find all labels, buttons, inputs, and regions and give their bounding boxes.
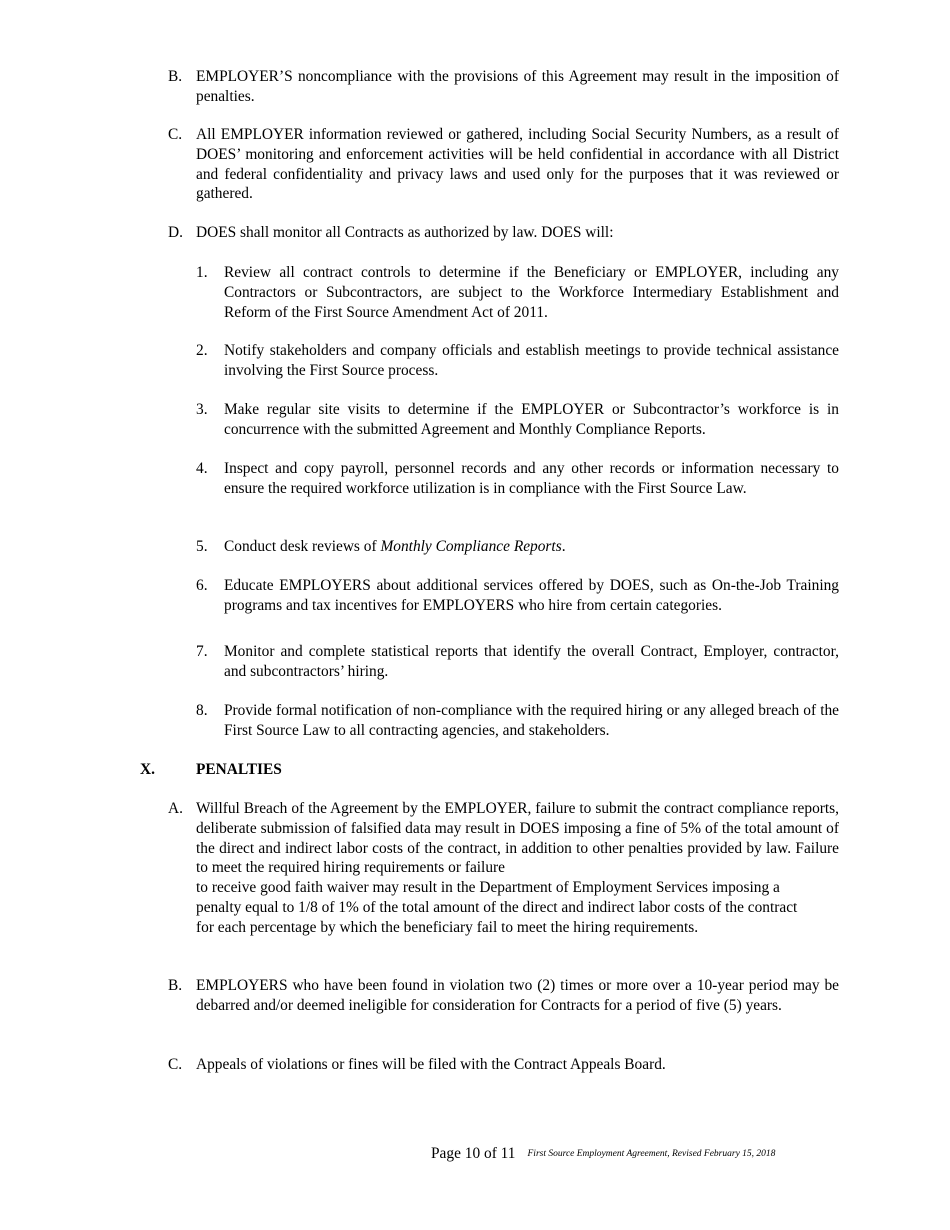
list-marker: 4. — [196, 460, 208, 477]
penalty-item-c — [168, 1055, 839, 1075]
text-run: . — [561, 538, 566, 555]
list-marker: 8. — [196, 702, 208, 719]
duty-item-5 — [196, 537, 839, 557]
list-marker: 3. — [196, 401, 208, 418]
list-marker: B. — [168, 68, 183, 85]
duty-item-4 — [196, 459, 839, 499]
list-marker: 7. — [196, 643, 208, 660]
list-marker: 1. — [196, 264, 208, 281]
list-marker: C. — [168, 1056, 183, 1073]
section-title: PENALTIES — [196, 761, 282, 778]
list-item-text: Inspect and copy payroll, personnel records and any other records or information necessary to ensure the required workforce utilization is in compliance with the First Source Law. — [224, 460, 839, 497]
list-item-text-justified: Willful Breach of the Agreement by the EMPLOYER, failure to submit the contract compliance reports, deliberate submission of falsified data may result in DOES imposing a fine of 5% of the total amount of the direct and indirect labor costs of the contract, in addition to other penalties provided by law. Failure to meet the required hiring requirements or failure — [196, 800, 839, 877]
list-item-text — [224, 537, 839, 557]
penalty-item-b — [168, 976, 839, 1016]
list-item-text: All EMPLOYER information reviewed or gathered, including Social Security Numbers, as a result of DOES’ monitoring and enforcement activities will be held confidential in accordance with all District and federal confidentiality and privacy laws and used only for the purposes that it was reviewed or gathered. — [196, 126, 839, 203]
list-item-text: Monitor and complete statistical reports that identify the overall Contract, Employer, contractor, and subcontractors’ hiring. — [224, 643, 839, 680]
duty-item-8 — [196, 701, 839, 741]
list-marker: 6. — [196, 577, 208, 594]
list-item-text-ragged: to receive good faith waiver may result in the Department of Employment Services imposing a penalty equal to 1/8 of 1% of the total amount of the direct and indirect labor costs of the contract for each percentage by which the beneficiary fail to meet the hiring requirements. — [196, 879, 798, 936]
duty-item-7 — [196, 642, 839, 682]
list-item-text: Educate EMPLOYERS about additional services offered by DOES, such as On-the-Job Training programs and tax incentives for EMPLOYERS who hire from certain categories. — [224, 577, 839, 614]
document-revision-note: First Source Employment Agreement, Revised February 15, 2018 — [527, 1149, 776, 1159]
italic-report-title: Monthly Compliance Reports — [380, 538, 562, 555]
list-marker: A. — [168, 800, 183, 817]
list-item-text: EMPLOYERS who have been found in violation two (2) times or more over a 10-year period may be debarred and/or deemed ineligible for consideration for Contracts for a period of five (5) years. — [196, 977, 839, 1014]
list-marker: C. — [168, 126, 183, 143]
list-item-text: Notify stakeholders and company officials and establish meetings to provide technical assistance involving the First Source process. — [224, 342, 839, 379]
list-item-text: Provide formal notification of non-compliance with the required hiring or any alleged breach of the First Source Law to all contracting agencies, and stakeholders. — [224, 702, 839, 739]
duty-item-3 — [196, 400, 839, 440]
page-number: Page 10 of 11 — [431, 1145, 516, 1162]
list-marker: 2. — [196, 342, 208, 359]
text-run: Conduct desk reviews of — [224, 538, 381, 555]
list-item-text: DOES shall monitor all Contracts as authorized by law. DOES will: — [196, 224, 614, 241]
penalty-item-a — [168, 799, 839, 938]
list-marker: B. — [168, 977, 183, 994]
section-number: X. — [140, 761, 155, 778]
list-item-text: Review all contract controls to determine if the Beneficiary or EMPLOYER, including any Contractors or Subcontractors, are subject to the Workforce Intermediary Establishment and Reform of the First Source Amendment Act of 2011. — [224, 264, 839, 321]
list-item-text: EMPLOYER’S noncompliance with the provisions of this Agreement may result in the imposition of penalties. — [196, 68, 839, 105]
list-marker: D. — [168, 224, 183, 241]
list-item-text: Make regular site visits to determine if the EMPLOYER or Subcontractor’s workforce is in concurrence with the submitted Agreement and Monthly Compliance Reports. — [224, 401, 839, 438]
duty-item-6 — [196, 576, 839, 616]
page-footer — [431, 1144, 775, 1167]
list-item-c-confidentiality — [168, 125, 839, 204]
list-marker: 5. — [196, 538, 208, 555]
duty-item-1 — [196, 263, 839, 322]
list-item-text: Appeals of violations or fines will be filed with the Contract Appeals Board. — [196, 1056, 666, 1073]
list-item-b-noncompliance — [168, 67, 839, 107]
duty-item-2 — [196, 341, 839, 381]
list-item-d-monitoring — [168, 223, 839, 243]
